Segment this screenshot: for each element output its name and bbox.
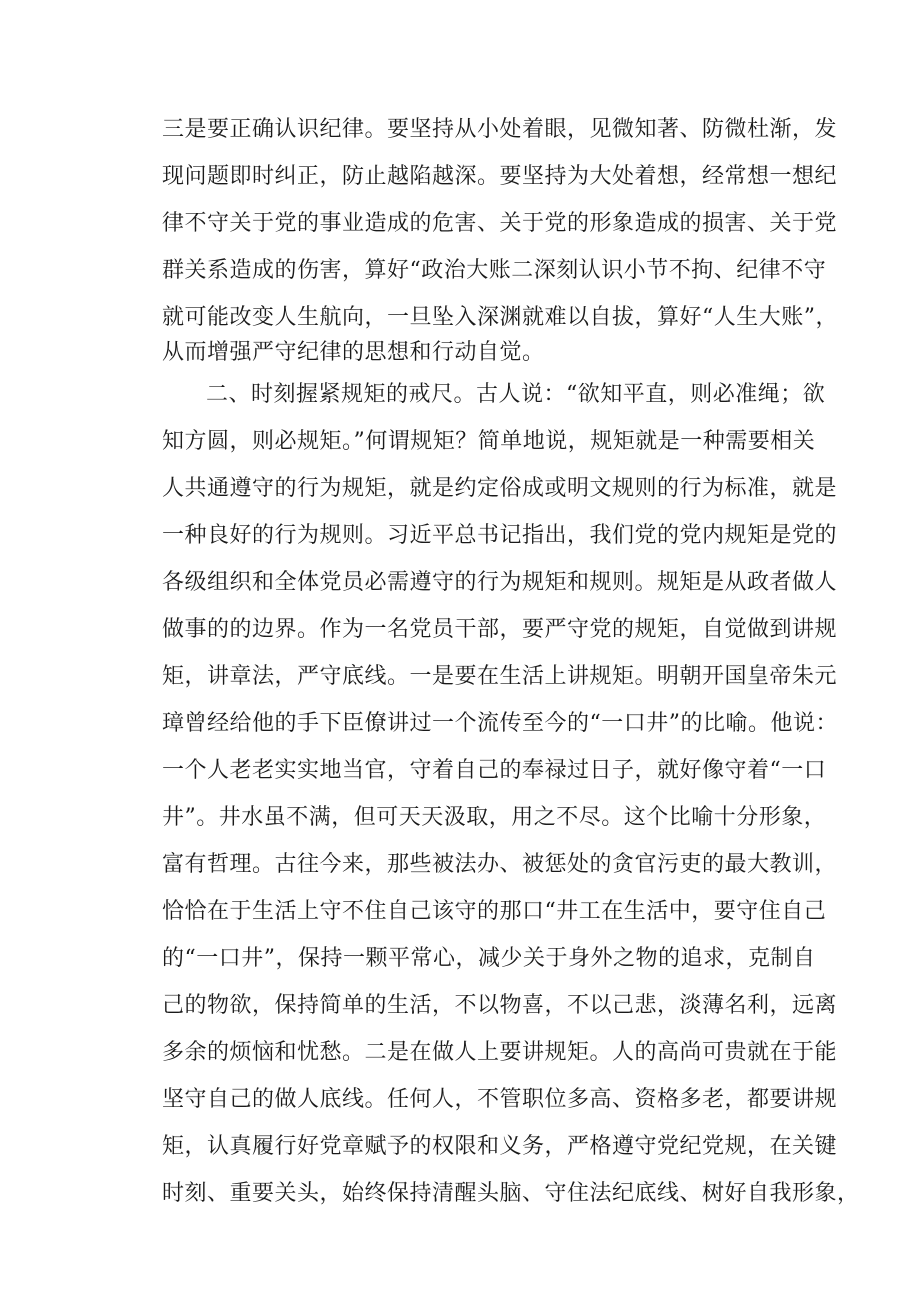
paragraph-line: 现问题即时纠正，防止越陷越深。要坚持为大处着想，经常想一想纪: [162, 164, 838, 189]
paragraph-line: 矩，讲章法，严守底线。一是要在生活上讲规矩。明朝开国皇帝朱元: [162, 664, 838, 689]
paragraph-line: 璋曾经给他的手下臣僚讲过一个流传至今的“一口井”的比喻。他说：: [162, 711, 838, 736]
paragraph-line: 一个人老老实实地当官，守着自己的奉禄过日子，就好像守着“一口: [162, 758, 827, 783]
paragraph-line: 矩，认真履行好党章赋予的权限和义务，严格遵守党纪党规，在关键: [162, 1134, 838, 1159]
paragraph-line: 的“一口井”，保持一颗平常心，减少关于身外之物的追求，克制自: [162, 946, 816, 971]
paragraph-line: 多余的烦恼和忧愁。二是在做人上要讲规矩。人的高尚可贵就在于能: [162, 1040, 838, 1065]
paragraph-line: 做事的的边界。作为一名党员干部，要严守党的规矩，自觉做到讲规: [162, 617, 838, 642]
paragraph-line: 三是要正确认识纪律。要坚持从小处着眼，见微知著、防微杜渐，发: [162, 117, 838, 142]
paragraph-line: 一种良好的行为规则。习近平总书记指出，我们党的党内规矩是党的: [162, 523, 838, 548]
paragraph-line: 各级组织和全体党员必需遵守的行为规矩和规则。规矩是从政者做人: [162, 570, 838, 595]
paragraph-line: 时刻、重要关头，始终保持清醒头脑、守住法纪底线、树好自我形象，: [162, 1181, 860, 1206]
paragraph-line: 知方圆，则必规矩。”何谓规矩？简单地说，规矩就是一种需要相关: [162, 429, 816, 454]
section-heading-line: 二、时刻握紧规矩的戒尺。古人说：“欲知平直，则必准绳；欲: [206, 382, 826, 407]
paragraph-line: 恰恰在于生活上守不住自己该守的那口“井工在生活中，要守住自己: [162, 899, 827, 924]
paragraph-line: 坚守自己的做人底线。任何人，不管职位多高、资格多老，都要讲规: [162, 1087, 838, 1112]
paragraph-line: 人共通遵守的行为规矩，就是约定俗成或明文规则的行为标准，就是: [162, 476, 838, 501]
paragraph-line: 律不守关于党的事业造成的危害、关于党的形象造成的损害、关于党: [162, 211, 838, 236]
paragraph-line: 富有哲理。古往今来，那些被法办、被惩处的贪官污吏的最大教训，: [162, 852, 838, 877]
paragraph-line: 群关系造成的伤害，算好“政治大账二深刻认识小节不拘、纪律不守: [162, 258, 827, 283]
paragraph-line: 从而增强严守纪律的思想和行动自觉。: [162, 340, 545, 365]
paragraph-line: 就可能改变人生航向，一旦坠入深渊就难以自拔，算好“人生大账”，: [162, 305, 838, 330]
paragraph-line: 井”。井水虽不满，但可天天汲取，用之不尽。这个比喻十分形象，: [162, 805, 827, 830]
paragraph-line: 己的物欲，保持简单的生活，不以物喜，不以己悲，淡薄名利，远离: [162, 993, 838, 1018]
